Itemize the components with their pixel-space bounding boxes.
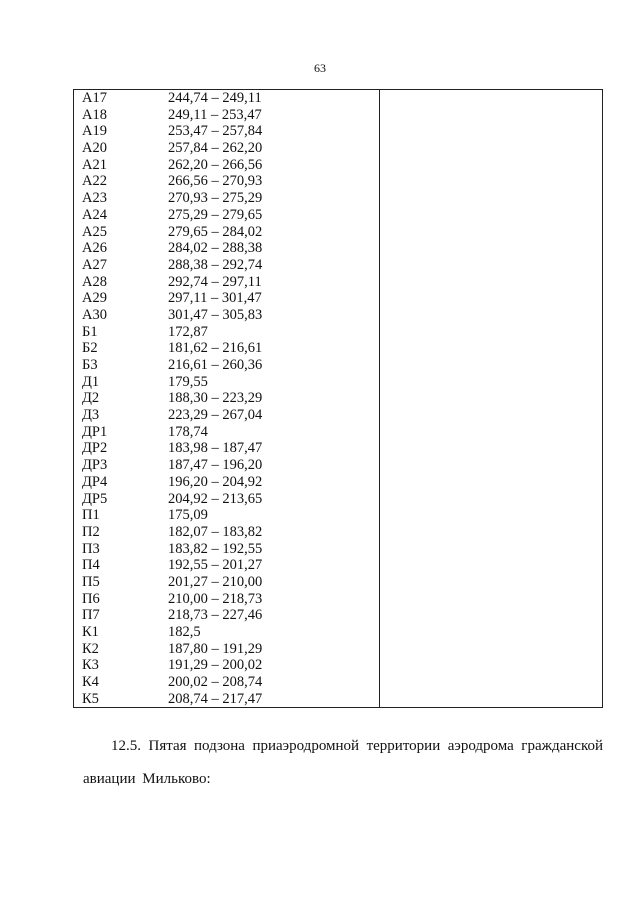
table-row bbox=[74, 440, 379, 457]
table-row bbox=[74, 641, 379, 658]
zone-code: П6 bbox=[82, 590, 100, 607]
zone-code: А25 bbox=[82, 223, 107, 240]
height-range: 297,11 – 301,47 bbox=[168, 290, 262, 307]
zone-code: А21 bbox=[82, 156, 107, 173]
height-range: 178,74 bbox=[168, 423, 208, 440]
height-range: 218,73 – 227,46 bbox=[168, 607, 263, 624]
table-row bbox=[74, 123, 379, 140]
zone-code: П4 bbox=[82, 557, 100, 574]
zone-code: К5 bbox=[82, 690, 99, 707]
height-range: 253,47 – 257,84 bbox=[168, 123, 263, 140]
height-range: 223,29 – 267,04 bbox=[168, 407, 263, 424]
zone-code: А26 bbox=[82, 240, 107, 257]
table-row bbox=[74, 624, 379, 641]
heights-table bbox=[73, 89, 603, 708]
height-range: 191,29 – 200,02 bbox=[168, 657, 263, 674]
height-range: 284,02 – 288,38 bbox=[168, 240, 263, 257]
zone-code: Д2 bbox=[82, 390, 100, 407]
zone-code: Б3 bbox=[82, 357, 98, 373]
table-row bbox=[74, 90, 379, 107]
zone-code: ДР4 bbox=[82, 473, 108, 490]
table-row bbox=[74, 340, 379, 357]
zone-code: К2 bbox=[82, 640, 99, 657]
height-range: 181,62 – 216,61 bbox=[168, 340, 263, 357]
height-range: 279,65 – 284,02 bbox=[168, 223, 263, 240]
zone-code: А27 bbox=[82, 256, 107, 273]
zone-code: П1 bbox=[82, 507, 100, 524]
table-row bbox=[74, 424, 379, 441]
zone-code: К3 bbox=[82, 657, 99, 674]
zone-code: П5 bbox=[82, 573, 100, 590]
height-range: 200,02 – 208,74 bbox=[168, 674, 263, 691]
height-range: 196,20 – 204,92 bbox=[168, 473, 263, 490]
codes-ranges-cell bbox=[74, 90, 380, 708]
table-row bbox=[74, 457, 379, 474]
table-row bbox=[74, 240, 379, 257]
zone-code: А19 bbox=[82, 123, 107, 140]
zone-code: П7 bbox=[82, 607, 100, 624]
table-row bbox=[74, 374, 379, 391]
table-row bbox=[74, 407, 379, 424]
table-row bbox=[74, 691, 379, 708]
zone-code: Б1 bbox=[82, 323, 98, 340]
height-range: 249,11 – 253,47 bbox=[168, 106, 262, 123]
table-row bbox=[74, 491, 379, 508]
height-range: 187,47 – 196,20 bbox=[168, 457, 263, 474]
table-row bbox=[74, 324, 379, 341]
table-row bbox=[74, 157, 379, 174]
zone-code: Б2 bbox=[82, 340, 98, 357]
zone-code: А22 bbox=[82, 173, 107, 190]
height-range: 208,74 – 217,47 bbox=[168, 690, 263, 707]
table-row bbox=[74, 507, 379, 524]
height-range: 204,92 – 213,65 bbox=[168, 490, 263, 507]
height-range: 187,80 – 191,29 bbox=[168, 640, 263, 657]
section-paragraph: 12.5. Пятая подзона приаэродромной территории аэродрома гражданской авиации Мильково: bbox=[83, 738, 603, 787]
height-range: 179,55 bbox=[168, 373, 208, 390]
height-range: 301,47 – 305,83 bbox=[168, 306, 263, 323]
empty-column-cell bbox=[380, 90, 603, 708]
zone-code: ДР5 bbox=[82, 490, 108, 507]
height-range: 216,61 – 260,36 bbox=[168, 357, 263, 373]
table-row bbox=[74, 557, 379, 574]
table-row bbox=[74, 307, 379, 324]
height-range: 183,98 – 187,47 bbox=[168, 440, 263, 457]
zone-code: К1 bbox=[82, 624, 99, 640]
table-row bbox=[74, 357, 379, 374]
table-row bbox=[74, 173, 379, 190]
zone-code: П2 bbox=[82, 523, 100, 540]
zone-code: А30 bbox=[82, 306, 107, 323]
zone-code: Д3 bbox=[82, 407, 100, 424]
rows-container bbox=[74, 90, 379, 707]
table-row bbox=[74, 674, 379, 691]
height-range: 266,56 – 270,93 bbox=[168, 173, 263, 190]
table-row bbox=[74, 257, 379, 274]
height-range: 201,27 – 210,00 bbox=[168, 573, 263, 590]
zone-code: Д1 bbox=[82, 373, 100, 390]
height-range: 192,55 – 201,27 bbox=[168, 557, 263, 574]
height-range: 244,74 – 249,11 bbox=[168, 90, 262, 106]
height-range: 188,30 – 223,29 bbox=[168, 390, 263, 407]
table-row bbox=[74, 474, 379, 491]
table-row bbox=[74, 574, 379, 591]
height-range: 182,5 bbox=[168, 624, 201, 640]
zone-code: ДР2 bbox=[82, 440, 108, 457]
height-range: 183,82 – 192,55 bbox=[168, 540, 263, 557]
zone-code: П3 bbox=[82, 540, 100, 557]
height-range: 292,74 – 297,11 bbox=[168, 273, 262, 290]
table-row bbox=[74, 591, 379, 608]
zone-code: А24 bbox=[82, 206, 107, 223]
table-row bbox=[74, 541, 379, 558]
table-row bbox=[74, 524, 379, 541]
table-row bbox=[74, 190, 379, 207]
height-range: 262,20 – 266,56 bbox=[168, 156, 263, 173]
zone-code: ДР3 bbox=[82, 457, 108, 474]
zone-code: А18 bbox=[82, 106, 107, 123]
table-row bbox=[74, 107, 379, 124]
table-row bbox=[74, 274, 379, 291]
zone-code: А20 bbox=[82, 140, 107, 157]
table-row bbox=[74, 224, 379, 241]
table-row bbox=[74, 290, 379, 307]
table-row bbox=[74, 607, 379, 624]
zone-code: А17 bbox=[82, 90, 107, 106]
height-range: 275,29 – 279,65 bbox=[168, 206, 263, 223]
table-row bbox=[74, 390, 379, 407]
table-row bbox=[74, 657, 379, 674]
zone-code: А28 bbox=[82, 273, 107, 290]
zone-code: А23 bbox=[82, 190, 107, 207]
table-row-main bbox=[74, 90, 603, 708]
table-row bbox=[74, 207, 379, 224]
zone-code: К4 bbox=[82, 674, 99, 691]
zone-code: А29 bbox=[82, 290, 107, 307]
height-range: 210,00 – 218,73 bbox=[168, 590, 263, 607]
height-range: 172,87 bbox=[168, 323, 208, 340]
height-range: 288,38 – 292,74 bbox=[168, 256, 263, 273]
height-range: 257,84 – 262,20 bbox=[168, 140, 263, 157]
height-range: 270,93 – 275,29 bbox=[168, 190, 263, 207]
table-row bbox=[74, 140, 379, 157]
zone-code: ДР1 bbox=[82, 423, 108, 440]
height-range: 175,09 bbox=[168, 507, 208, 524]
page-number: 63 bbox=[314, 61, 326, 75]
height-range: 182,07 – 183,82 bbox=[168, 523, 263, 540]
